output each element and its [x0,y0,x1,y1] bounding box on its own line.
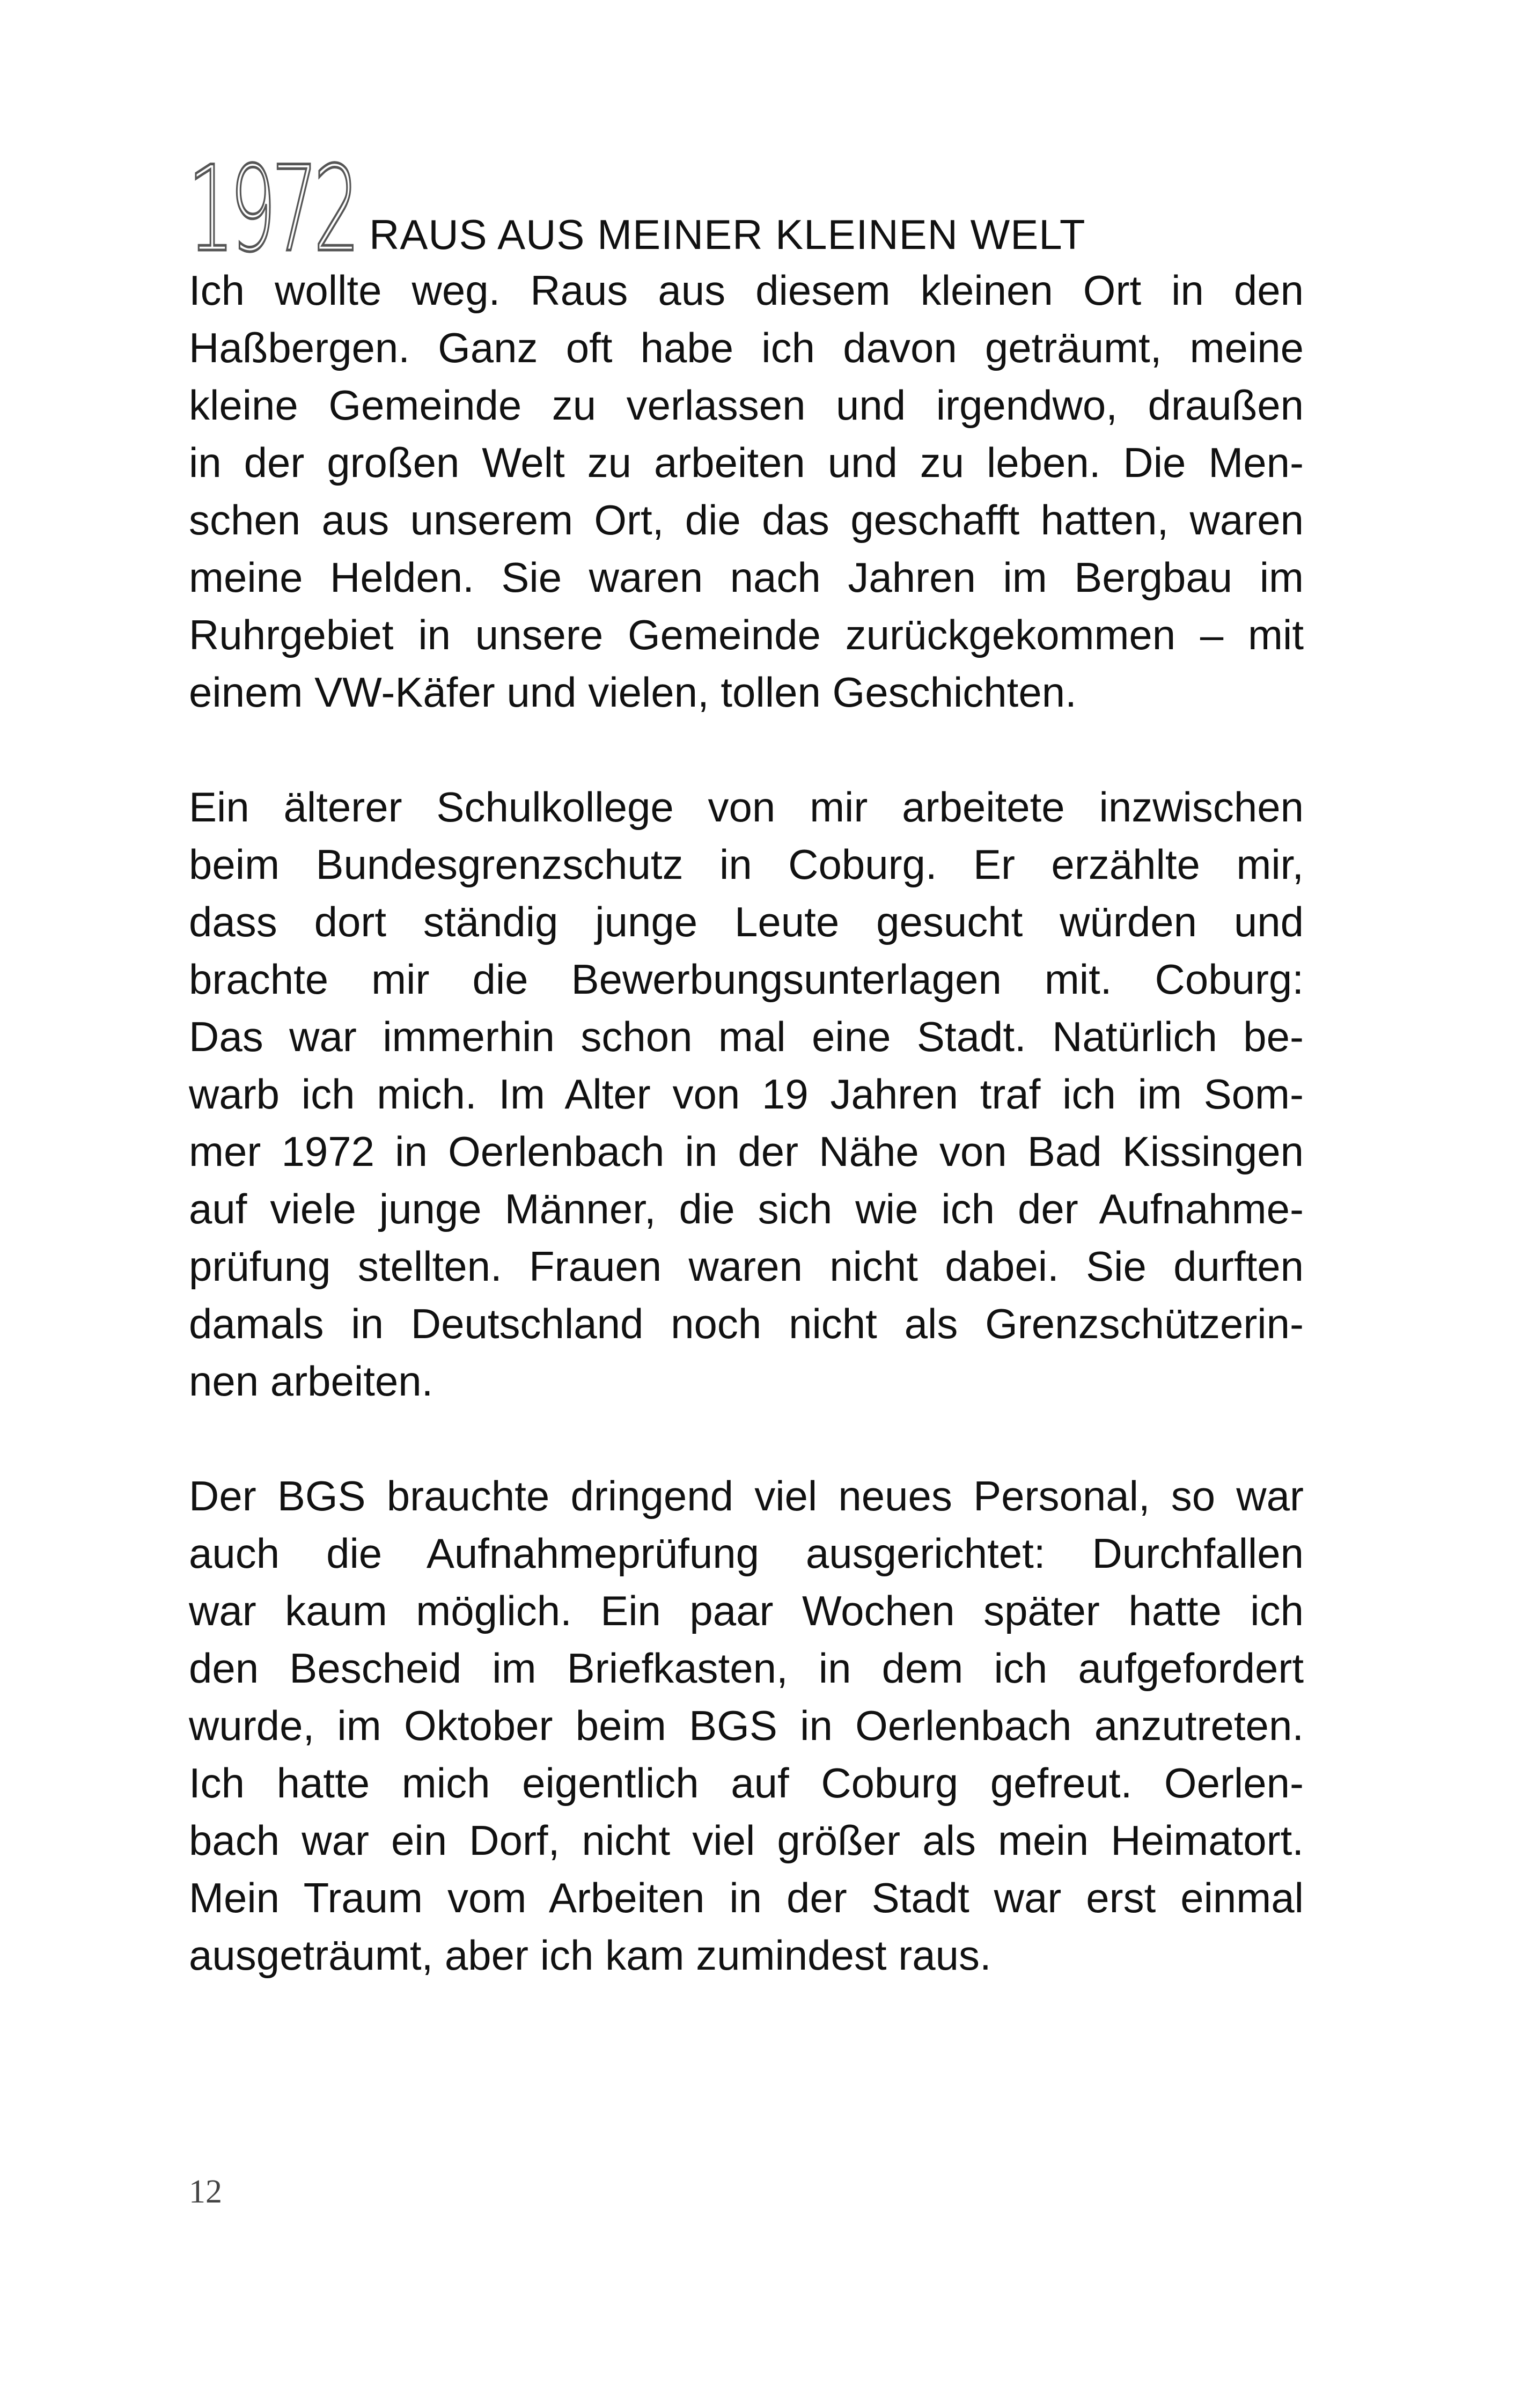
text-line: war kaum möglich. Ein paar Wochen später hatte ich [189,1587,1304,1634]
text-line: brachte mir die Bewerbungsunterlagen mit. Coburg: [189,956,1304,1003]
text-line: mer 1972 in Oerlenbach in der Nähe von Bad Kissingen [189,1128,1304,1175]
text-line: Ich wollte weg. Raus aus diesem kleinen Ort in den [189,267,1304,314]
text-line: ausgeträumt, aber ich kam zumindest raus. [189,1932,991,1979]
text-line: auch die Aufnahmeprüfung ausgerichtet: Durchfallen [189,1530,1304,1577]
paragraph-2 [189,779,1304,1410]
text-line: schen aus unserem Ort, die das geschafft hatten, waren [189,496,1304,544]
text-line: Ruhrgebiet in unsere Gemeinde zurückgekommen – mit [189,611,1304,658]
text-line: beim Bundesgrenzschutz in Coburg. Er erzählte mir, [189,841,1304,888]
text-line: nen arbeiten. [189,1357,433,1405]
text-line: damals in Deutschland noch nicht als Grenzschützerin- [189,1300,1304,1347]
text-line: bach war ein Dorf, nicht viel größer als mein Heimatort. [189,1817,1304,1864]
paragraph-1 [189,262,1304,721]
text-line: auf viele junge Männer, die sich wie ich der Aufnahme- [189,1185,1304,1232]
text-line: wurde, im Oktober beim BGS in Oerlenbach anzutreten. [189,1702,1304,1749]
text-line: meine Helden. Sie waren nach Jahren im Bergbau im [189,554,1304,601]
text-line: Ich hatte mich eigentlich auf Coburg gefreut. Oerlen- [189,1759,1304,1807]
text-line: kleine Gemeinde zu verlassen und irgendwo, draußen [189,381,1304,429]
text-line: Das war immerhin schon mal eine Stadt. Natürlich be- [189,1013,1304,1060]
chapter-title: RAUS AUS MEINER KLEINEN WELT [369,211,1086,258]
chapter-year: 1972 [188,141,356,278]
text-line: warb ich mich. Im Alter von 19 Jahren traf ich im Som- [189,1070,1304,1118]
text-line: Mein Traum vom Arbeiten in der Stadt war erst einmal [189,1874,1304,1921]
paragraph-3 [189,1467,1304,1984]
text-line: dass dort ständig junge Leute gesucht würden und [189,898,1304,945]
text-line: Der BGS brauchte dringend viel neues Personal, so war [189,1472,1304,1519]
text-line: prüfung stellten. Frauen waren nicht dabei. Sie durften [189,1243,1304,1290]
text-line: Ein älterer Schulkollege von mir arbeitete inzwischen [189,783,1304,831]
text-line: Haßbergen. Ganz oft habe ich davon geträumt, meine [189,324,1304,371]
body-text [189,262,1304,2042]
text-line: in der großen Welt zu arbeiten und zu leben. Die Men- [189,439,1304,486]
text-line: den Bescheid im Briefkasten, in dem ich aufgefordert [189,1645,1304,1692]
page-number: 12 [189,2174,222,2210]
text-line: einem VW-Käfer und vielen, tollen Geschichten. [189,669,1077,716]
chapter-heading [188,141,1331,278]
